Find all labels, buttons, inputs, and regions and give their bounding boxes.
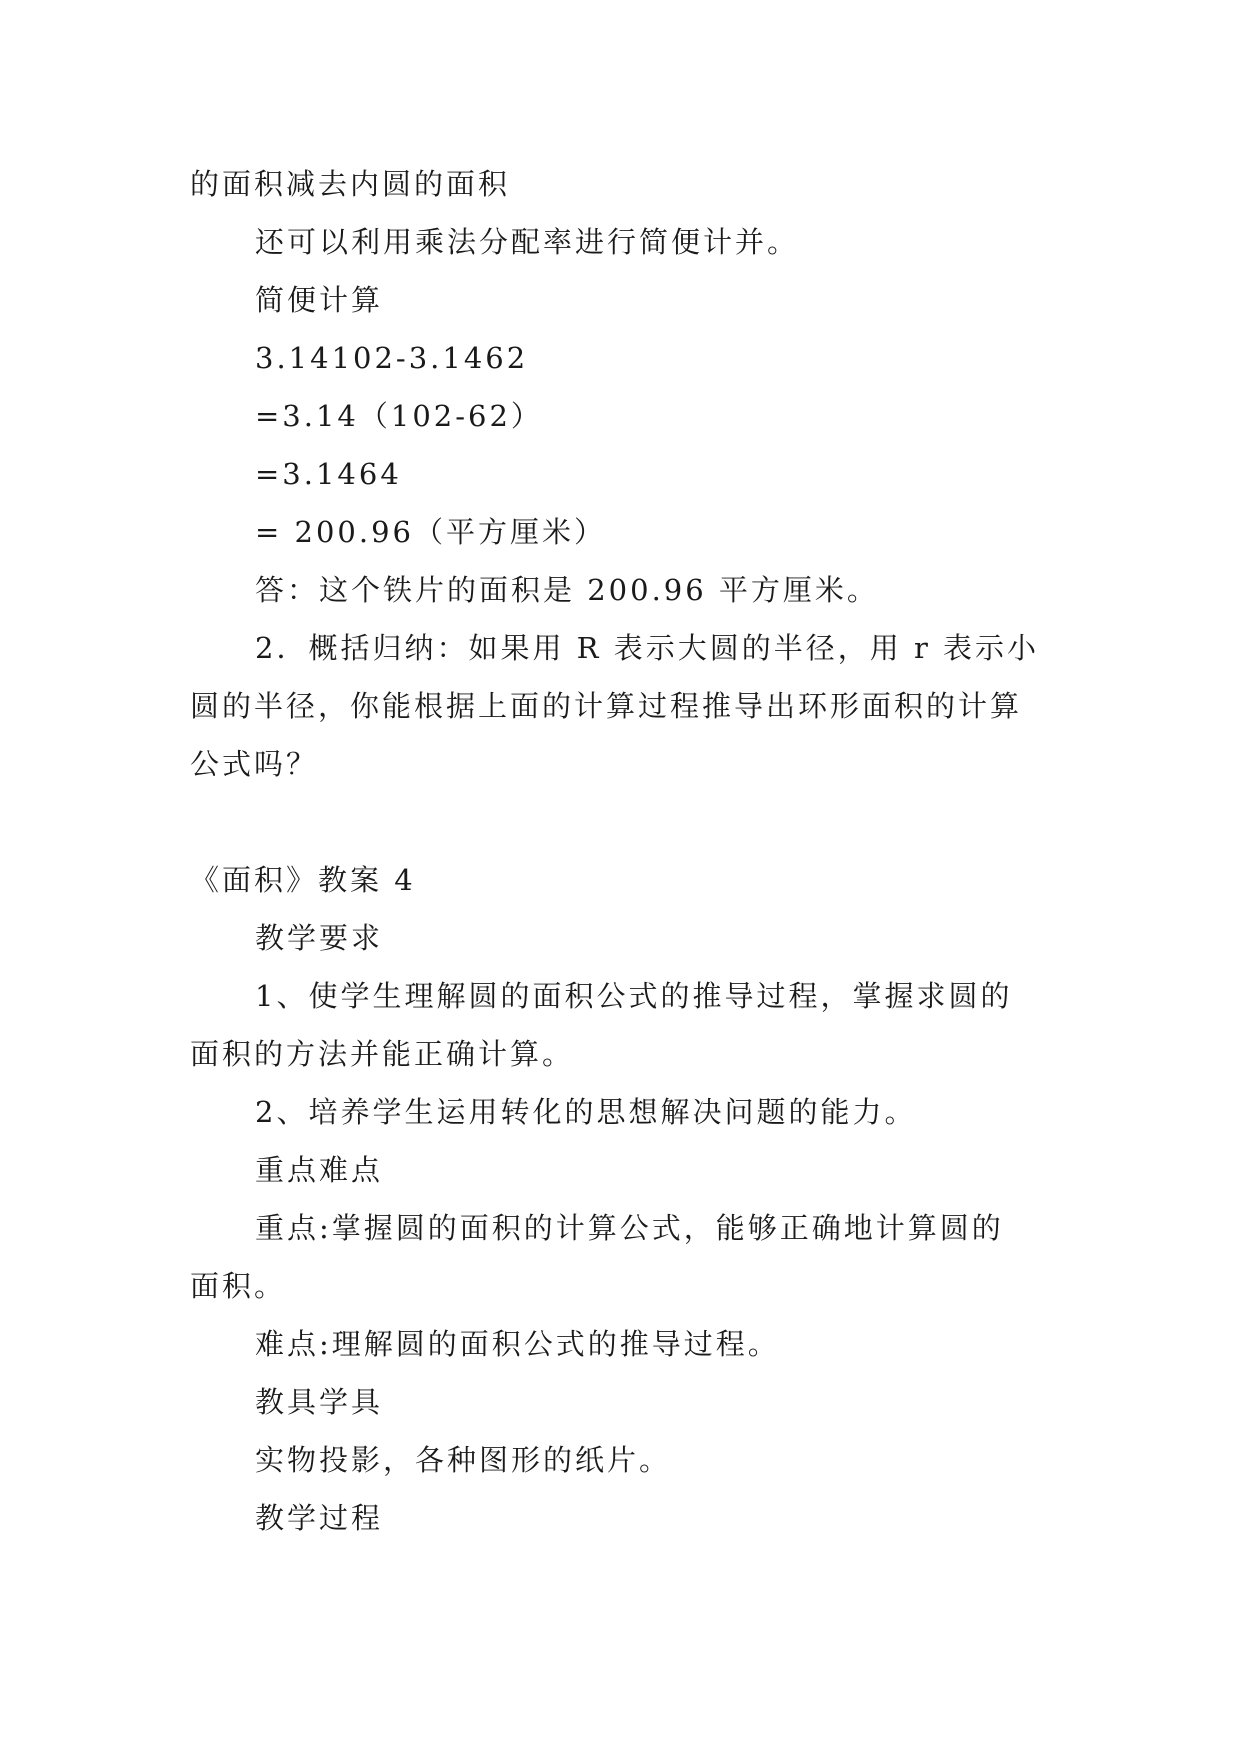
formula-line: =3.1464 <box>255 457 402 491</box>
text-line: 面积的方法并能正确计算。 <box>190 1037 575 1071</box>
text-line: 公式吗？ <box>190 747 319 781</box>
answer-line: 答：这个铁片的面积是 200.96 平方厘米。 <box>255 573 879 607</box>
text-line: 圆的半径，你能根据上面的计算过程推导出环形面积的计算 <box>190 689 1023 723</box>
text-line: 重点:掌握圆的面积的计算公式，能够正确地计算圆的 <box>255 1211 1004 1245</box>
text-line: 1、使学生理解圆的面积公式的推导过程，掌握求圆的 <box>255 979 1013 1013</box>
section-heading: 简便计算 <box>255 283 384 317</box>
text-line: 2、培养学生运用转化的思想解决问题的能力。 <box>255 1095 917 1129</box>
text-line: 还可以利用乘法分配率进行简便计并。 <box>255 225 800 259</box>
section-heading: 教学过程 <box>255 1501 384 1535</box>
text-line: 面积。 <box>190 1269 287 1303</box>
formula-line: =3.14（102-62） <box>255 399 543 433</box>
document-title: 《面积》教案 4 <box>190 863 416 897</box>
text-line: 的面积减去内圆的面积 <box>190 167 511 201</box>
section-heading: 教具学具 <box>255 1385 384 1419</box>
formula-line: 3.14102-3.1462 <box>255 341 529 375</box>
formula-line: = 200.96（平方厘米） <box>255 515 606 549</box>
text-line: 2．概括归纳：如果用 R 表示大圆的半径，用 r 表示小 <box>255 631 1040 665</box>
section-heading: 重点难点 <box>255 1153 384 1187</box>
text-line: 实物投影，各种图形的纸片。 <box>255 1443 672 1477</box>
text-line: 难点:理解圆的面积公式的推导过程。 <box>255 1327 780 1361</box>
section-heading: 教学要求 <box>255 921 384 955</box>
